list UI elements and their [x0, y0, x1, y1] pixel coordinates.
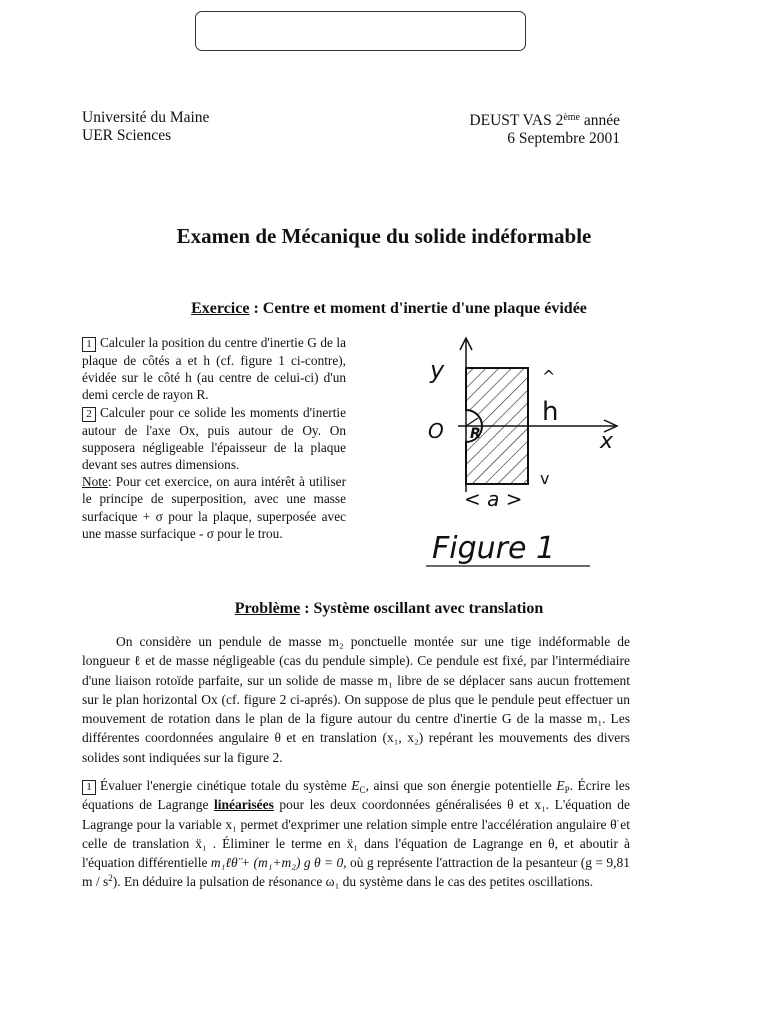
exercise-question-1: 1 Calculer la position du centre d'inertie G de la plaque de côtés a et h (cf. figure 1 ci-contre), évidée sur le côté h (au centre de celui-ci) d'un demi cercle de rayon R. [82, 335, 346, 403]
x-axis-label: x [600, 429, 614, 454]
page-title: Examen de Mécanique du solide indéformable [176, 224, 592, 248]
problem-heading: Problème : Système oscillant avec translation [234, 600, 544, 617]
radius-line [466, 418, 478, 426]
exercise-heading: Exercice : Centre et moment d'inertie d'une plaque évidée [191, 300, 587, 317]
figure-1-diagram [418, 334, 633, 574]
header-left [82, 109, 209, 145]
h-dimension-label: h [542, 397, 559, 427]
origin-label: O [428, 419, 444, 443]
figure-caption: Figure 1 [432, 531, 556, 566]
header-right [469, 109, 620, 148]
exam-date: 6 Septembre 2001 [507, 130, 620, 147]
differential-equation: m₁ℓθ̈ + (m₁+m₂) g θ = 0, [210, 855, 347, 871]
y-axis-label: y [430, 356, 445, 384]
h-dimension-bottom-arrow: v [540, 469, 550, 488]
exercise-text [82, 334, 346, 542]
question-number-box: 2 [82, 407, 96, 422]
problem-paragraph-1: On considère un pendule de masse m₂ ponctuelle montée sur une tige indéformable de longueur ℓ et de masse négligeable (cas du pendule simple). Ce pendule est fixé, par l'intermédiaire d'une liaison rotoïde parfaite, sur un solide de masse m₁ libre de se déplacer sans aucun frottement sur le plan horizontal Ox (cf. figure 2 ci-aprés). On suppose de plus que le pendule peut effectuer un mouvement de rotation dans le plan de la figure autour du centre d'inertie G de la masse m₁. Les différentes coordonnées angulaire θ et en translation (x₁, x₂) repérant les mouvements des divers solides sont indiquées sur la figure 2. [82, 634, 630, 765]
h-dimension-top-arrow: ^ [542, 367, 556, 386]
question-number-box: 1 [82, 337, 96, 352]
question-number-box: 1 [82, 780, 96, 795]
a-dimension-label: < a > [464, 487, 523, 511]
student-name-box [195, 11, 526, 51]
exercise-question-2: 2 Calculer pour ce solide les moments d'inertie autour de l'axe Ox, puis autour de Oy. On supposera négligeable l'épaisseur de la plaque devant ses autres dimensions. [82, 404, 346, 473]
radius-label: R [470, 426, 481, 442]
course-name: DEUST VAS 2ème année [469, 112, 620, 129]
department-name: UER Sciences [82, 127, 172, 144]
exercise-note: Note: Pour cet exercice, on aura intérêt à utiliser le principe de superposition, avec une masse surfacique + σ pour la plaque, superposée avec une masse surfacique - σ pour le trou. [82, 474, 346, 541]
university-name: Université du Maine [82, 109, 210, 126]
problem-question-1: 1 Évaluer l'energie cinétique totale du système $E_C$, ainsi que son énergie potentielle $E_P$. Écrire les équations de Lagrange linéarisées pour les deux coordonnées généralisées θ et x₁. L'équation de Lagrange pour la variable x₁ permet d'exprimer une relation simple entre l'accélération angulaire θ̈ et celle de translation ẍ₁ . Éliminer le terme en ẍ₁ dans l'équation de Lagrange en θ, et aboutir à l'équation différentielle m₁ℓθ̈ + (m₁+m₂) g θ = 0, où g représente l'attraction de la pesanteur (g = 9,81 m / $s^2$). En déduire la pulsation de résonance ω₁ du système dans le cas des petites oscillations. [82, 778, 630, 890]
